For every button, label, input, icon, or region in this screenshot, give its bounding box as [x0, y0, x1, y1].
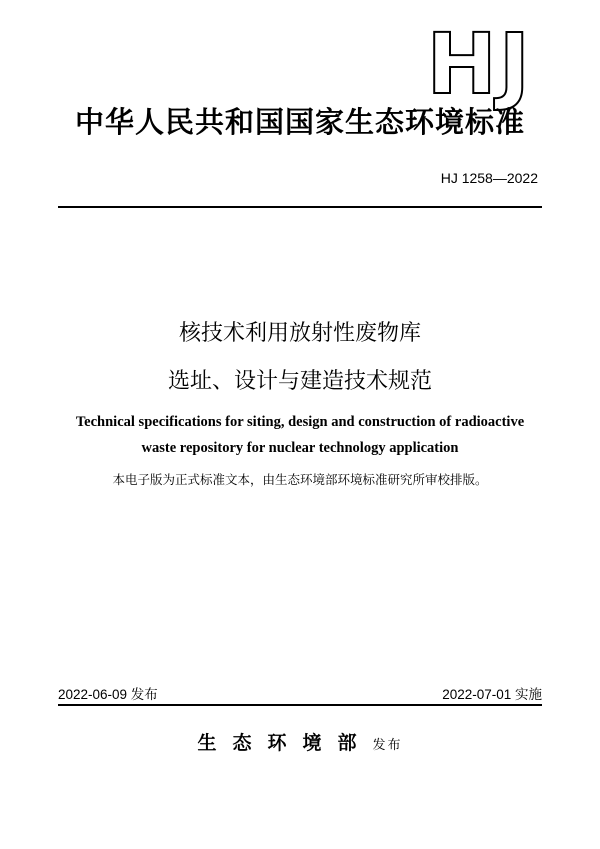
issuer-name: 生态环境部 [197, 732, 373, 754]
title-cn-line2: 选址、设计与建造技术规范 [167, 369, 432, 394]
issuer [0, 728, 600, 755]
issuer-suffix: 发布 [372, 738, 403, 753]
hj-logo: HJ [426, 15, 532, 113]
publish-date: 2022-06-09 发布 [58, 687, 158, 702]
edition-note: 本电子版为正式标准文本，由生态环境部环境标准研究所审校排版。 [112, 472, 488, 487]
standard-number: HJ 1258—2022 [440, 170, 538, 186]
title-cn-line1: 核技术利用放射性废物库 [178, 321, 421, 346]
bottom-divider [58, 704, 542, 706]
title-en-line2: waste repository for nuclear technology application [141, 440, 459, 456]
issuing-organization: 中华人民共和国国家生态环境标准 [74, 105, 525, 139]
title-en-line1: Technical specifications for siting, design and construction of radioactive [75, 414, 525, 430]
top-divider [58, 206, 542, 208]
effective-date: 2022-07-01 实施 [442, 687, 542, 702]
